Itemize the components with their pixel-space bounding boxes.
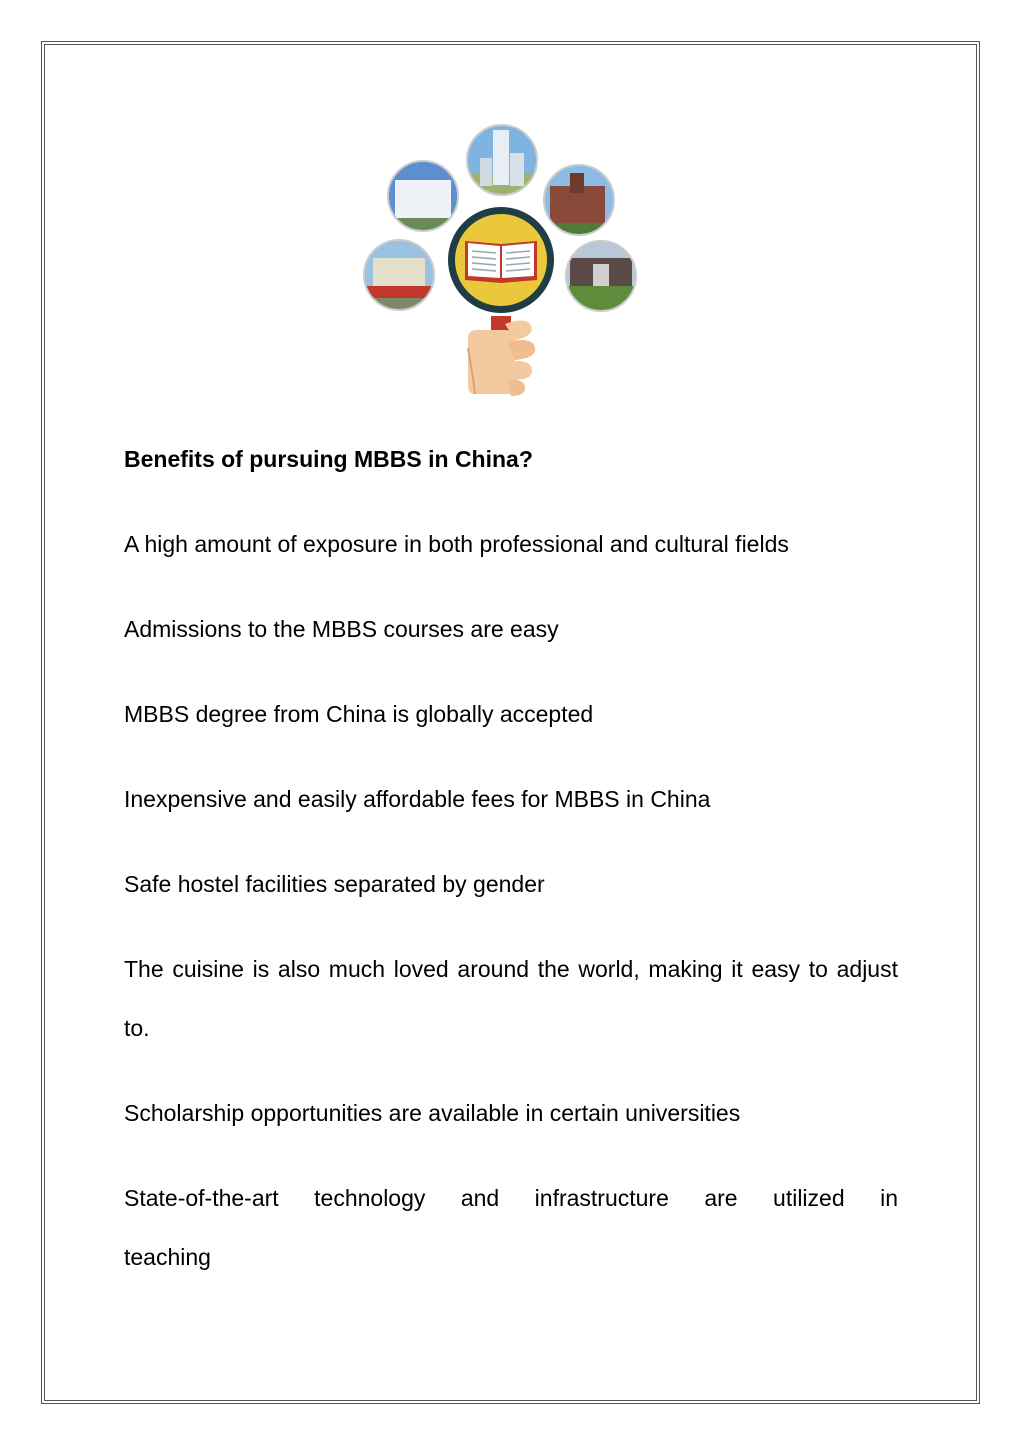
magnifier-book-universities-icon — [355, 118, 645, 403]
university-photo-5 — [563, 238, 643, 318]
benefit-item: Admissions to the MBBS courses are easy — [124, 616, 559, 642]
university-photo-4 — [360, 238, 440, 318]
benefit-item: Scholarship opportunities are available in certain universities — [124, 1100, 741, 1126]
university-photo-3 — [540, 163, 620, 243]
page-heading: Benefits of pursuing MBBS in China? — [124, 446, 533, 472]
university-photo-1 — [465, 123, 540, 198]
benefit-item-line: teaching — [124, 1244, 211, 1270]
benefit-item: Safe hostel facilities separated by gender — [124, 871, 545, 897]
book-icon — [465, 241, 537, 283]
benefit-item: MBBS degree from China is globally accepted — [124, 701, 594, 727]
hand-icon — [468, 320, 535, 396]
benefit-item: Inexpensive and easily affordable fees for MBBS in China — [124, 786, 711, 812]
benefit-item: A high amount of exposure in both professional and cultural fields — [124, 531, 789, 557]
magnifier-icon — [448, 207, 554, 342]
benefit-item: The cuisine is also much loved around the world, making it easy to adjust to. — [124, 956, 898, 1041]
university-photo-2 — [385, 158, 465, 238]
benefit-item-line: State-of-the-art technology and infrastructure are utilized in — [124, 1185, 898, 1211]
benefit-item — [124, 1169, 898, 1287]
